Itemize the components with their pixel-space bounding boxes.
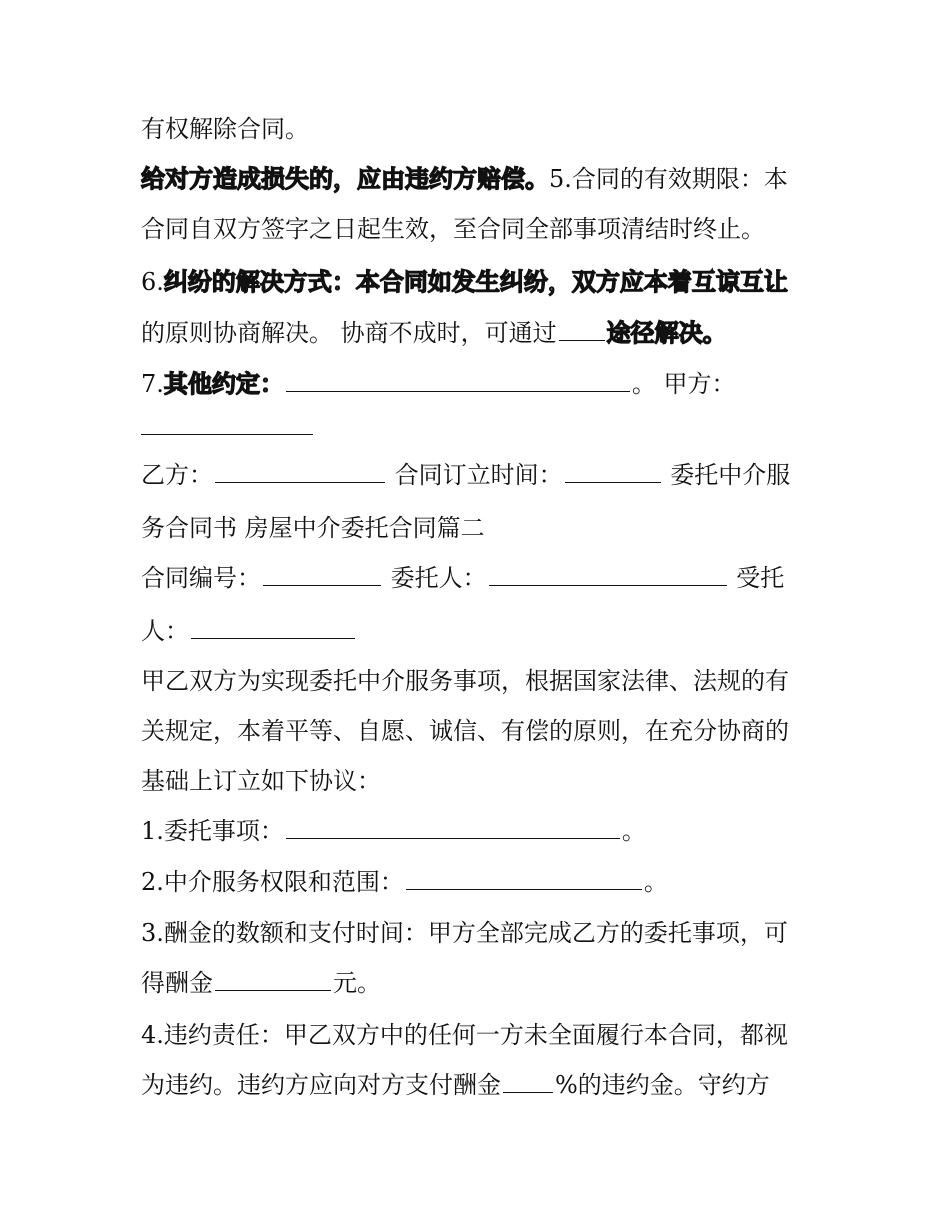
fill-blank bbox=[286, 369, 630, 392]
line-text: 人： bbox=[141, 617, 189, 645]
fill-blank bbox=[489, 563, 727, 586]
fill-blank bbox=[141, 412, 313, 435]
line-text: 1.委托事项： bbox=[141, 817, 284, 845]
fill-blank bbox=[286, 816, 620, 839]
text-line bbox=[141, 815, 646, 847]
text-line bbox=[141, 512, 485, 544]
text-line bbox=[141, 459, 790, 491]
text-line bbox=[141, 1019, 788, 1051]
text-line bbox=[141, 368, 736, 400]
line-text: 元。 bbox=[333, 969, 381, 997]
fill-blank bbox=[565, 460, 661, 483]
decorative-text: 途径解决。 bbox=[606, 319, 727, 347]
text-line bbox=[141, 113, 309, 145]
line-text: 合同自双方签字之日起生效，至合同全部事项清结时终止。 bbox=[141, 215, 765, 243]
line-text: 关规定，本着平等、自愿、诚信、有偿的原则，在充分协商的 bbox=[141, 717, 789, 745]
line-text: 务合同书 房屋中介委托合同篇二 bbox=[141, 514, 485, 542]
line-text: 乙方： bbox=[141, 461, 213, 489]
fill-blank bbox=[215, 968, 331, 991]
line-text: %的违约金。守约方 bbox=[555, 1071, 770, 1099]
line-text: 甲乙双方为实现委托中介服务事项，根据国家法律、法规的有 bbox=[141, 667, 789, 695]
line-text: 为违约。违约方应向对方支付酬金 bbox=[141, 1071, 501, 1099]
line-text: 3.酬金的数额和支付时间：甲方全部完成乙方的委托事项，可 bbox=[141, 919, 788, 947]
text-line bbox=[141, 266, 788, 298]
fill-blank bbox=[215, 460, 385, 483]
text-line bbox=[141, 665, 789, 697]
text-line bbox=[141, 917, 788, 949]
line-text: 有权解除合同。 bbox=[141, 115, 309, 143]
fill-blank bbox=[191, 616, 355, 639]
line-text: 合同编号： bbox=[141, 564, 261, 592]
decorative-text: 纠纷的解决方式：本合同如发生纠纷，双方应本着互谅互让 bbox=[163, 268, 788, 296]
decorative-text: 其他约定： bbox=[163, 370, 284, 398]
line-text: 7. bbox=[141, 370, 164, 398]
line-text: 受托 bbox=[736, 564, 785, 592]
text-line bbox=[141, 213, 765, 245]
line-text: 合同订立时间： bbox=[394, 461, 563, 489]
line-text: 基础上订立如下协议： bbox=[141, 767, 381, 795]
text-line bbox=[141, 615, 357, 647]
text-line bbox=[141, 967, 381, 999]
line-text: 。 bbox=[643, 868, 668, 896]
text-line bbox=[141, 765, 381, 797]
text-line bbox=[141, 715, 789, 747]
line-text: 委托人： bbox=[390, 564, 487, 592]
line-text: 。 甲方： bbox=[631, 370, 736, 398]
line-text: 4.违约责任：甲乙双方中的任何一方未全面履行本合同，都视 bbox=[141, 1021, 788, 1049]
line-text: 得酬金 bbox=[141, 969, 213, 997]
text-line bbox=[141, 317, 727, 349]
line-text: 5.合同的有效期限：本 bbox=[549, 165, 788, 193]
line-text: 6. bbox=[141, 268, 164, 296]
decorative-text: 给对方造成损失的，应由违约方赔偿。 bbox=[141, 165, 549, 193]
line-text: 。 bbox=[621, 817, 646, 845]
line-text: 2.中介服务权限和范围： bbox=[141, 868, 404, 896]
fill-blank bbox=[559, 318, 605, 341]
line-text: 委托中介服 bbox=[670, 461, 791, 489]
text-line bbox=[141, 163, 788, 195]
line-text: 的原则协商解决。 协商不成时，可通过 bbox=[141, 319, 557, 347]
fill-blank bbox=[263, 563, 381, 586]
text-line bbox=[141, 866, 668, 898]
fill-blank bbox=[503, 1070, 553, 1093]
text-line bbox=[141, 1069, 770, 1101]
text-line bbox=[141, 411, 315, 443]
fill-blank bbox=[406, 867, 642, 890]
text-line bbox=[141, 562, 784, 594]
